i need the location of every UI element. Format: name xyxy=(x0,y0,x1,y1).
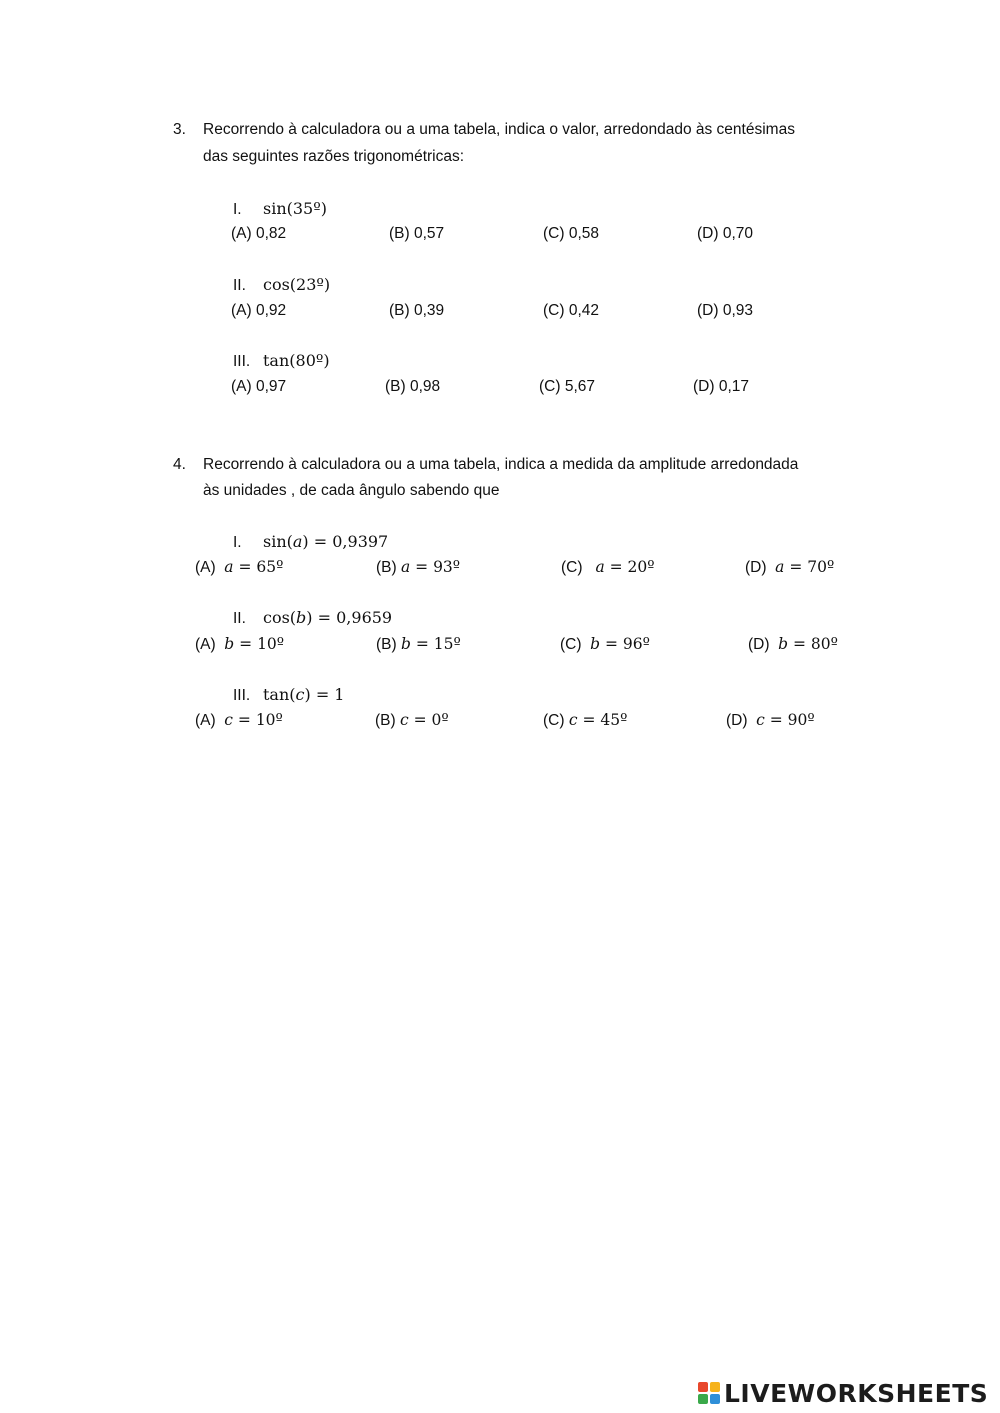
option-var: b xyxy=(224,635,235,653)
q4-item1-option-c[interactable] xyxy=(561,558,655,577)
q3-item3-option-a[interactable]: (A) 0,97 xyxy=(231,378,287,395)
option-label: (B) xyxy=(376,636,397,653)
option-label: (A) xyxy=(195,636,216,653)
q3-item2-option-c[interactable]: (C) 0,42 xyxy=(543,302,599,319)
q3-item3-option-d[interactable]: (D) 0,17 xyxy=(693,378,749,395)
q4-item2-expr xyxy=(263,608,392,627)
q4-item3-expr xyxy=(263,685,344,704)
option-var: c xyxy=(568,711,578,729)
option-value: = 20º xyxy=(604,558,655,576)
q4-item3-fn: tan( xyxy=(263,685,296,704)
logo-square-1 xyxy=(698,1382,708,1392)
q3-item3-option-b[interactable]: (B) 0,98 xyxy=(385,378,441,395)
option-value: = 0º xyxy=(408,711,449,729)
q4-item3-var: c xyxy=(295,685,305,704)
option-label: (D) xyxy=(748,636,770,653)
q3-item1-expr: sin(35º) xyxy=(263,199,327,218)
q3-item1-option-c[interactable]: (C) 0,58 xyxy=(543,225,599,242)
q3-item3-option-c[interactable]: (C) 5,67 xyxy=(539,378,595,395)
option-label: (B) xyxy=(376,559,397,576)
q4-item1-option-d[interactable] xyxy=(745,558,834,577)
q4-item2-fn: cos( xyxy=(263,608,297,627)
q4-item2-var: b xyxy=(296,608,307,627)
option-var: a xyxy=(400,558,411,576)
q3-item2-expr: cos(23º) xyxy=(263,275,331,294)
option-label: (D) xyxy=(726,712,748,729)
option-var: b xyxy=(400,635,411,653)
q3-item3-roman: III. xyxy=(233,353,251,370)
q4-item2-rhs: ) = 0,9659 xyxy=(306,608,393,627)
q3-item2-option-b[interactable]: (B) 0,39 xyxy=(389,302,445,319)
q4-number: 4. xyxy=(173,456,186,473)
q4-text-line1: Recorrendo à calculadora ou a uma tabela, indica a medida da amplitude arredondada xyxy=(203,456,799,473)
option-value: = 90º xyxy=(764,711,815,729)
q3-item2-roman: II. xyxy=(233,277,246,294)
option-var: c xyxy=(399,711,409,729)
option-value: = 10º xyxy=(232,711,283,729)
q4-item1-option-a[interactable] xyxy=(195,558,283,577)
option-label: (D) xyxy=(745,559,767,576)
option-value: = 80º xyxy=(788,635,838,653)
option-label: (C) xyxy=(543,712,565,729)
q3-item1-roman: I. xyxy=(233,201,242,218)
logo-icon xyxy=(698,1382,720,1404)
q3-item1-option-b[interactable]: (B) 0,57 xyxy=(389,225,445,242)
option-var: a xyxy=(775,558,785,576)
q4-item2-option-c[interactable] xyxy=(560,635,650,654)
q4-item1-rhs: ) = 0,9397 xyxy=(302,532,389,551)
option-label: (A) xyxy=(195,712,216,729)
logo-text: LIVEWORKSHEETS xyxy=(724,1378,989,1408)
option-value: = 93º xyxy=(410,558,461,576)
option-value: = 45º xyxy=(577,711,628,729)
option-var: b xyxy=(590,635,601,653)
q4-item1-expr xyxy=(263,532,388,551)
q4-item3-option-c[interactable] xyxy=(543,711,627,730)
option-var: a xyxy=(224,558,234,576)
q3-number: 3. xyxy=(173,121,186,138)
q4-item3-option-d[interactable] xyxy=(726,711,815,730)
logo-square-2 xyxy=(710,1382,720,1392)
q3-item1-option-d[interactable]: (D) 0,70 xyxy=(697,225,753,242)
option-var: c xyxy=(224,711,233,729)
q4-text-line2: às unidades , de cada ângulo sabendo que xyxy=(203,482,500,499)
q3-text-line2: das seguintes razões trigonométricas: xyxy=(203,148,465,165)
q4-item3-option-a[interactable] xyxy=(195,711,283,730)
q3-text-line1: Recorrendo à calculadora ou a uma tabela, indica o valor, arredondado às centésimas xyxy=(203,121,795,138)
option-value: = 15º xyxy=(410,635,461,653)
q4-item1-option-b[interactable] xyxy=(376,558,460,577)
q4-item1-roman: I. xyxy=(233,534,242,551)
option-value: = 96º xyxy=(600,635,650,653)
liveworksheets-logo xyxy=(698,1376,988,1410)
option-var: a xyxy=(595,558,605,576)
q3-item3-expr: tan(80º) xyxy=(263,351,330,370)
option-label: (B) xyxy=(375,712,396,729)
logo-square-4 xyxy=(710,1394,720,1404)
q4-item3-option-b[interactable] xyxy=(375,711,449,730)
option-value: = 70º xyxy=(784,558,835,576)
q3-item1-option-a[interactable]: (A) 0,82 xyxy=(231,225,287,242)
option-value: = 10º xyxy=(234,635,285,653)
option-label: (A) xyxy=(195,559,216,576)
option-label: (C) xyxy=(561,559,583,576)
q4-item3-rhs: ) = 1 xyxy=(304,685,345,704)
q4-item3-roman: III. xyxy=(233,687,251,704)
q4-item2-option-b[interactable] xyxy=(376,635,461,654)
logo-square-3 xyxy=(698,1394,708,1404)
q4-item1-var: a xyxy=(292,532,303,551)
option-label: (C) xyxy=(560,636,582,653)
q4-item1-fn: sin( xyxy=(263,532,293,551)
option-var: b xyxy=(778,635,789,653)
option-var: c xyxy=(756,711,765,729)
q3-item2-option-d[interactable]: (D) 0,93 xyxy=(697,302,753,319)
q4-item2-option-a[interactable] xyxy=(195,635,284,654)
q4-item2-roman: II. xyxy=(233,610,246,627)
q3-item2-option-a[interactable]: (A) 0,92 xyxy=(231,302,287,319)
q4-item2-option-d[interactable] xyxy=(748,635,838,654)
option-value: = 65º xyxy=(233,558,284,576)
